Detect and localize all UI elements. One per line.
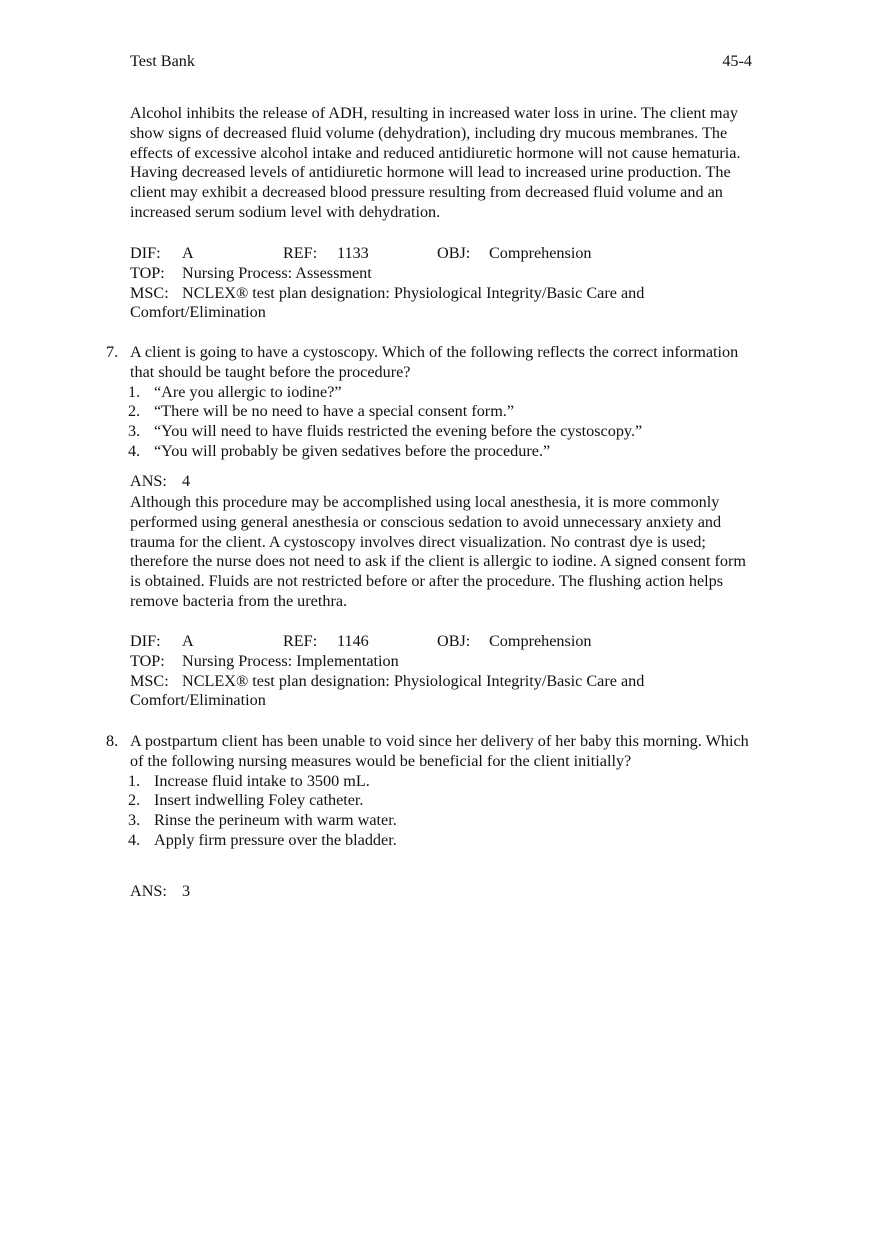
answer-label: ANS: (130, 472, 167, 490)
question-number: 8. (106, 732, 119, 750)
answer-option (130, 772, 752, 792)
obj-label: OBJ: (437, 632, 471, 650)
ref-label: REF: (283, 244, 318, 262)
top-value: Nursing Process: Assessment (182, 263, 372, 282)
msc-label: MSC: (130, 671, 169, 690)
option-number: 2. (128, 791, 141, 810)
option-number: 1. (128, 771, 141, 790)
msc-continuation: Comfort/Elimination (130, 303, 266, 322)
msc-label: MSC: (130, 283, 169, 302)
answer-value: 3 (182, 881, 191, 900)
ref-value: 1133 (337, 244, 369, 262)
option-number: 1. (128, 382, 141, 401)
option-text: “There will be no need to have a special consent form.” (154, 402, 515, 421)
msc-value: NCLEX® test plan designation: Physiological Integrity/Basic Care and (182, 283, 645, 302)
option-text: Rinse the perineum with warm water. (154, 811, 397, 830)
q6-metadata (130, 244, 752, 323)
answer-option (130, 831, 752, 851)
msc-continuation: Comfort/Elimination (130, 691, 266, 710)
obj-value: Comprehension (489, 244, 592, 262)
option-text: “You will probably be given sedatives before the procedure.” (154, 441, 551, 460)
answer-option (130, 442, 752, 462)
q7-rationale: Although this procedure may be accomplished using local anesthesia, it is more commonly performed using general anesthesia or conscious sedation to avoid unnecessary anxiety and trauma for the client. A cystoscopy involves direct visualization. No contrast dye is used; therefore the nurse does not need to ask if the client is allergic to iodine. A signed consent form is obtained. Fluids are not restricted before or after the procedure. The flushing action helps remove bacteria from the urethra. (130, 493, 747, 610)
answer-option (130, 811, 752, 831)
question-8 (106, 732, 752, 851)
question-number: 7. (106, 343, 119, 361)
question-7 (106, 343, 752, 462)
q7-answer (130, 472, 752, 492)
option-text: Apply firm pressure over the bladder. (154, 830, 397, 849)
page-number: 45-4 (722, 52, 752, 70)
top-label: TOP: (130, 651, 165, 670)
option-text: Increase fluid intake to 3500 mL. (154, 771, 370, 790)
answer-option (130, 402, 752, 422)
option-number: 2. (128, 402, 141, 421)
top-label: TOP: (130, 263, 165, 282)
answer-label: ANS: (130, 881, 167, 900)
page-header (130, 52, 752, 72)
answer-option (130, 791, 752, 811)
q7-metadata (130, 632, 752, 711)
answer-value: 4 (182, 472, 191, 490)
q6-rationale: Alcohol inhibits the release of ADH, resulting in increased water loss in urine. The client may show signs of decreased fluid volume (dehydration), including dry mucous membranes. The effects of excessive alcohol intake and reduced antidiuretic hormone will not cause hematuria. Having decreased levels of antidiuretic hormone will lead to increased urine production. The client may exhibit a decreased blood pressure resulting from decreased fluid volume and an increased serum sodium level with dehydration. (130, 104, 741, 221)
answer-option (130, 383, 752, 403)
question-stem: A postpartum client has been unable to void since her delivery of her baby this morning. Which of the following nursing measures would be beneficial for the client initially? (130, 732, 749, 770)
option-number: 3. (128, 811, 141, 830)
option-text: “Are you allergic to iodine?” (154, 382, 342, 401)
dif-value: A (182, 244, 194, 262)
option-text: “You will need to have fluids restricted the evening before the cystoscopy.” (154, 422, 643, 441)
dif-value: A (182, 632, 194, 650)
obj-value: Comprehension (489, 632, 592, 650)
q8-answer (130, 882, 752, 902)
obj-label: OBJ: (437, 244, 471, 262)
option-text: Insert indwelling Foley catheter. (154, 791, 364, 810)
header-title: Test Bank (130, 52, 195, 70)
option-number: 4. (128, 441, 141, 460)
ref-label: REF: (283, 632, 318, 650)
dif-label: DIF: (130, 632, 161, 650)
option-number: 4. (128, 830, 141, 849)
ref-value: 1146 (337, 632, 369, 650)
answer-option (130, 422, 752, 442)
question-stem: A client is going to have a cystoscopy. Which of the following reflects the correct information that should be taught before the procedure? (130, 343, 739, 381)
option-number: 3. (128, 422, 141, 441)
msc-value: NCLEX® test plan designation: Physiological Integrity/Basic Care and (182, 671, 645, 690)
top-value: Nursing Process: Implementation (182, 651, 399, 670)
dif-label: DIF: (130, 244, 161, 262)
